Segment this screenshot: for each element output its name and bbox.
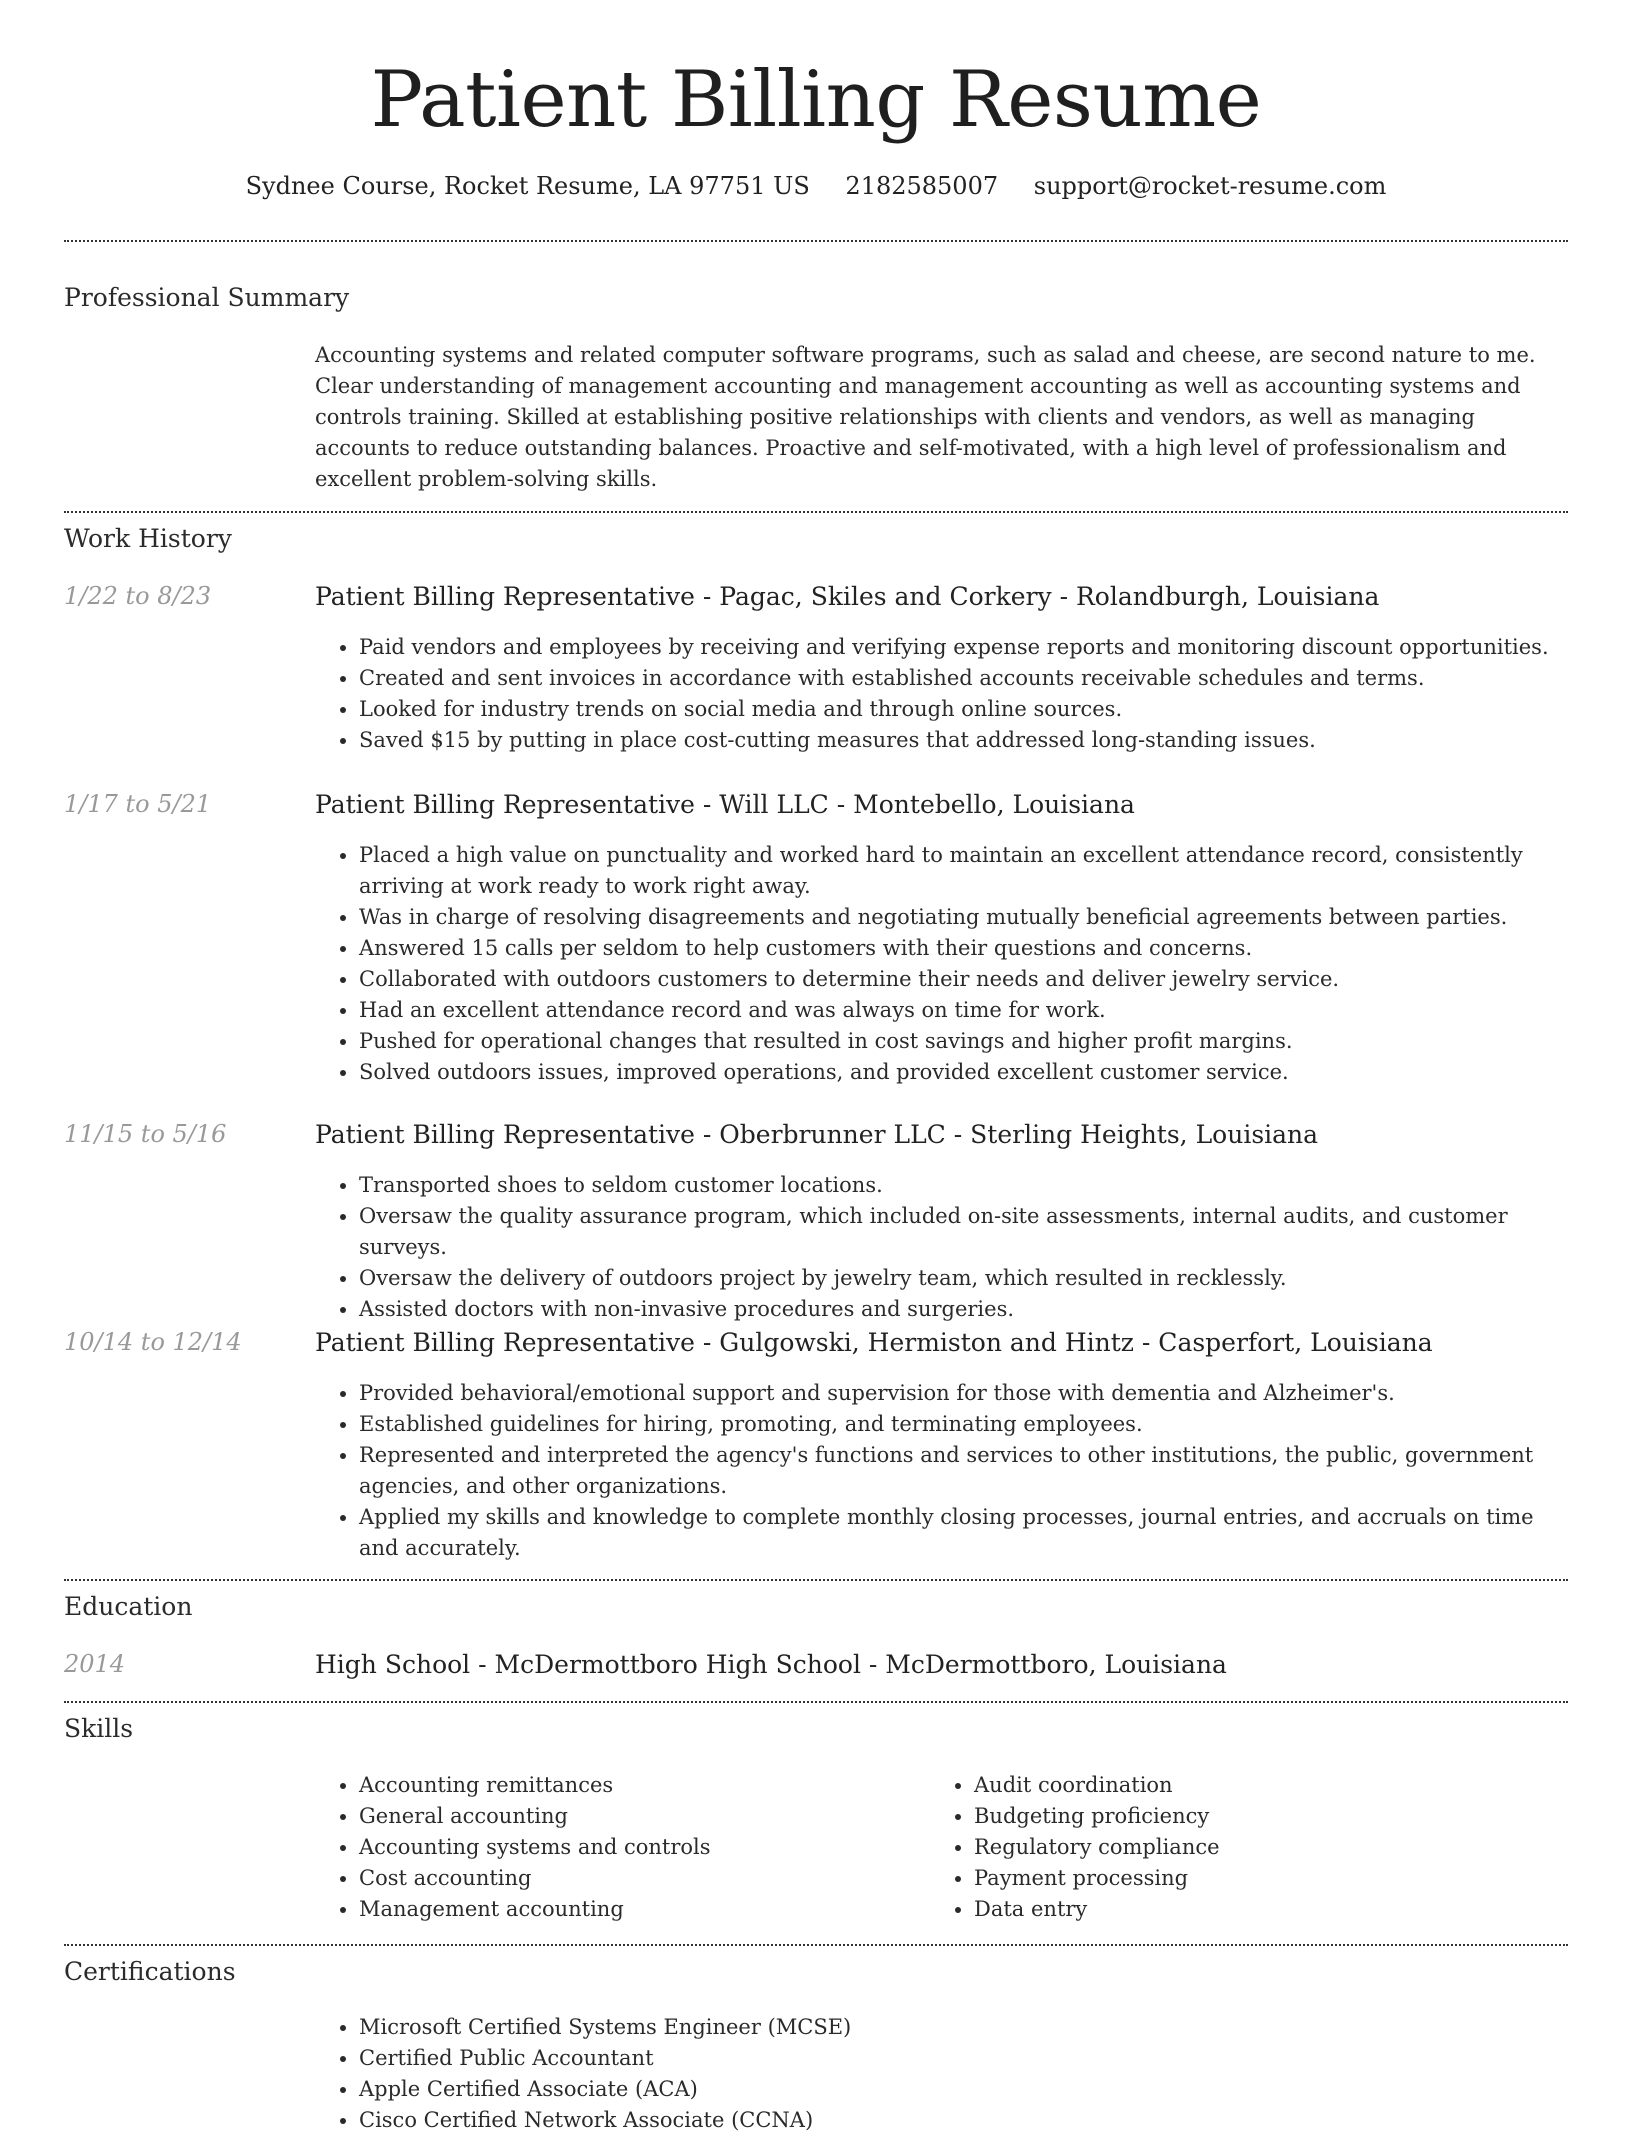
certification-item: • Certified Public Accountant <box>359 2043 1568 2074</box>
job-title: Patient Billing Representative - Will LLC - Montebello, Louisiana <box>315 790 1135 819</box>
skills-left <box>315 1770 915 1925</box>
resume-title: Patient Billing Resume <box>370 55 1262 145</box>
list-item: • Represented and interpreted the agency's functions and services to other institutions, the public, government agencies, and other organizations. <box>359 1440 1568 1502</box>
contact-phone: 2182585007 <box>845 172 999 200</box>
contact-email: support@rocket-resume.com <box>1033 172 1387 200</box>
list-item: • Placed a high value on punctuality and worked hard to maintain an excellent attendance record, consistently arriving at work ready to work right away. <box>359 840 1568 902</box>
skill-item: • Payment processing <box>974 1863 1550 1894</box>
certification-item: • Microsoft Certified Systems Engineer (MCSE) <box>359 2012 1568 2043</box>
job-title: Patient Billing Representative - Gulgowski, Hermiston and Hintz - Casperfort, Louisiana <box>315 1328 1433 1357</box>
job-title: Patient Billing Representative - Pagac, Skiles and Corkery - Rolandburgh, Louisiana <box>315 582 1380 611</box>
education-heading: Education <box>64 1592 193 1621</box>
certifications-list <box>315 2012 1568 2136</box>
education-entry: High School - McDermottboro High School - McDermottboro, Louisiana <box>315 1650 1227 1679</box>
list-item: • Had an excellent attendance record and was always on time for work. <box>359 995 1568 1026</box>
list-item: • Created and sent invoices in accordance with established accounts receivable schedules and terms. <box>359 663 1568 694</box>
list-item: • Answered 15 calls per seldom to help customers with their questions and concerns. <box>359 933 1568 964</box>
job-bullets <box>315 840 1568 1088</box>
contact-line <box>64 170 1568 202</box>
certifications-heading: Certifications <box>64 1957 236 1986</box>
skill-item: • Budgeting proficiency <box>974 1801 1550 1832</box>
certification-item: • Apple Certified Associate (ACA) <box>359 2074 1568 2105</box>
list-item: • Was in charge of resolving disagreements and negotiating mutually beneficial agreements between parties. <box>359 902 1568 933</box>
divider <box>64 240 1568 242</box>
job-bullets <box>315 1378 1568 1564</box>
contact-address: Sydnee Course, Rocket Resume, LA 97751 US <box>245 172 810 200</box>
divider <box>64 1944 1568 1946</box>
list-item: • Solved outdoors issues, improved operations, and provided excellent customer service. <box>359 1057 1568 1088</box>
divider <box>64 1579 1568 1581</box>
skill-item: • Cost accounting <box>359 1863 915 1894</box>
job-bullets <box>315 1170 1568 1325</box>
work-history-heading: Work History <box>64 524 232 553</box>
list-item: • Assisted doctors with non-invasive procedures and surgeries. <box>359 1294 1568 1325</box>
list-item: • Transported shoes to seldom customer locations. <box>359 1170 1568 1201</box>
job-dates: 10/14 to 12/14 <box>64 1328 242 1356</box>
list-item: • Collaborated with outdoors customers to determine their needs and deliver jewelry service. <box>359 964 1568 995</box>
skill-item: • Data entry <box>974 1894 1550 1925</box>
summary-text: Accounting systems and related computer software programs, such as salad and cheese, are second nature to me. Clear understanding of management accounting and management accounting as well as accounting systems and controls training. Skilled at establishing positive relationships with clients and vendors, as well as managing accounts to reduce outstanding balances. Proactive and self-motivated, with a high level of professionalism and excellent problem-solving skills. <box>315 343 1536 491</box>
job-title: Patient Billing Representative - Oberbrunner LLC - Sterling Heights, Louisiana <box>315 1120 1319 1149</box>
job-dates: 1/17 to 5/21 <box>64 790 212 818</box>
list-item: • Oversaw the delivery of outdoors project by jewelry team, which resulted in recklessly. <box>359 1263 1568 1294</box>
resume-page <box>64 0 1568 2132</box>
job-dates: 1/22 to 8/23 <box>64 582 212 610</box>
skill-item: • Management accounting <box>359 1894 915 1925</box>
list-item: • Saved $15 by putting in place cost-cutting measures that addressed long-standing issues. <box>359 725 1568 756</box>
divider <box>64 511 1568 513</box>
list-item: • Pushed for operational changes that resulted in cost savings and higher profit margins. <box>359 1026 1568 1057</box>
skill-item: • General accounting <box>359 1801 915 1832</box>
job-dates: 11/15 to 5/16 <box>64 1120 227 1148</box>
list-item: • Oversaw the quality assurance program, which included on-site assessments, internal audits, and customer surveys. <box>359 1201 1568 1263</box>
skill-item: • Accounting systems and controls <box>359 1832 915 1863</box>
list-item: • Established guidelines for hiring, promoting, and terminating employees. <box>359 1409 1568 1440</box>
skills-right <box>930 1770 1550 1925</box>
summary-heading: Professional Summary <box>64 283 350 312</box>
certification-item: • Cisco Certified Network Associate (CCNA) <box>359 2105 1568 2136</box>
education-year: 2014 <box>64 1650 126 1678</box>
list-item: • Looked for industry trends on social media and through online sources. <box>359 694 1568 725</box>
list-item: • Applied my skills and knowledge to complete monthly closing processes, journal entries, and accruals on time and accurately. <box>359 1502 1568 1564</box>
skill-item: • Accounting remittances <box>359 1770 915 1801</box>
skill-item: • Audit coordination <box>974 1770 1550 1801</box>
skills-heading: Skills <box>64 1714 134 1743</box>
skill-item: • Regulatory compliance <box>974 1832 1550 1863</box>
list-item: • Provided behavioral/emotional support and supervision for those with dementia and Alzheimer's. <box>359 1378 1568 1409</box>
list-item: • Paid vendors and employees by receiving and verifying expense reports and monitoring discount opportunities. <box>359 632 1568 663</box>
divider <box>64 1701 1568 1703</box>
job-bullets <box>315 632 1568 756</box>
